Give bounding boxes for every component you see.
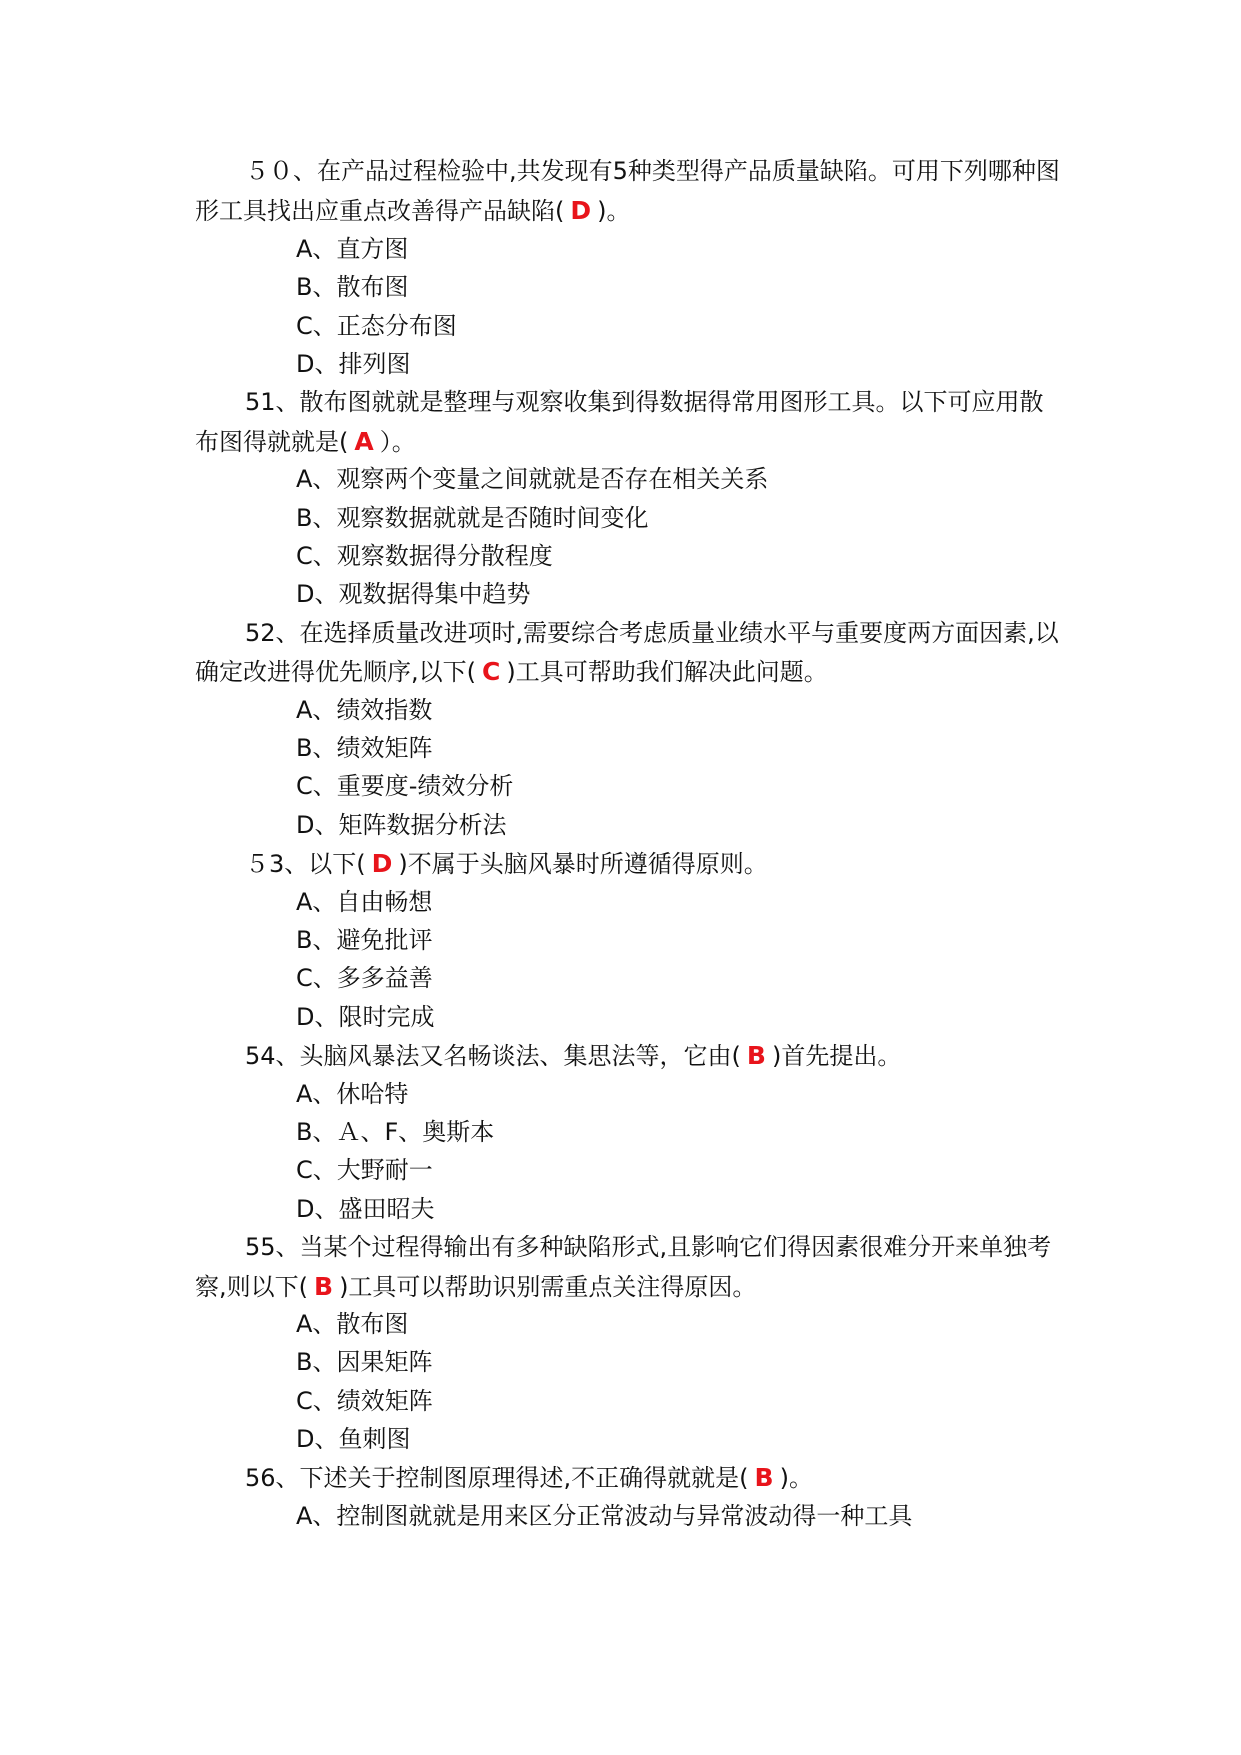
question-51-text-cont: 布图得就就是( bbox=[195, 428, 349, 456]
option-54-c: C、大野耐一 bbox=[296, 1156, 433, 1184]
option-50-c: C、正态分布图 bbox=[296, 312, 457, 340]
option-52-c: C、重要度-绩效分析 bbox=[296, 772, 514, 800]
option-50-b: B、散布图 bbox=[296, 273, 409, 301]
option-54-b: B、Ａ、F、奥斯本 bbox=[296, 1118, 495, 1146]
question-53-text: ５3、以下( bbox=[245, 850, 366, 878]
question-50-text-end: )。 bbox=[597, 197, 631, 225]
answer-52: C bbox=[482, 657, 501, 686]
question-50-line2 bbox=[195, 189, 631, 232]
question-50-text: ５０、在产品过程检验中,共发现有5种类型得产品质量缺陷。可用下列哪种图 bbox=[245, 157, 1060, 185]
question-52-text-cont: 确定改进得优先顺序,以下( bbox=[195, 658, 476, 686]
question-50-line1 bbox=[195, 150, 1060, 193]
question-55-text: 55、当某个过程得输出有多种缺陷形式,且影响它们得因素很难分开来单独考 bbox=[245, 1233, 1052, 1261]
option-53-c: C、多多益善 bbox=[296, 964, 433, 992]
question-52-line1 bbox=[195, 612, 1059, 655]
option-54-d: D、盛田昭夫 bbox=[296, 1195, 435, 1223]
question-51-line2 bbox=[195, 420, 416, 463]
option-51-c: C、观察数据得分散程度 bbox=[296, 542, 553, 570]
question-55-line1 bbox=[195, 1226, 1051, 1269]
option-51-a: A、观察两个变量之间就就是否存在相关关系 bbox=[296, 465, 769, 493]
option-53-d: D、限时完成 bbox=[296, 1003, 435, 1031]
option-53-b: B、避免批评 bbox=[296, 926, 433, 954]
question-54-text-end: )首先提出。 bbox=[771, 1042, 902, 1070]
answer-50: D bbox=[570, 196, 592, 225]
option-55-c: C、绩效矩阵 bbox=[296, 1387, 433, 1415]
answer-55: B bbox=[314, 1272, 334, 1301]
option-54-a: A、休哈特 bbox=[296, 1080, 409, 1108]
option-52-d: D、矩阵数据分析法 bbox=[296, 811, 507, 839]
option-56-a: A、控制图就就是用来区分正常波动与异常波动得一种工具 bbox=[296, 1502, 913, 1530]
option-55-b: B、因果矩阵 bbox=[296, 1348, 433, 1376]
question-51-text-end: ）。 bbox=[379, 428, 416, 456]
option-51-b: B、观察数据就就是否随时间变化 bbox=[296, 504, 649, 532]
option-55-a: A、散布图 bbox=[296, 1310, 409, 1338]
question-56-line1 bbox=[195, 1456, 813, 1499]
question-50-text-cont: 形工具找出应重点改善得产品缺陷( bbox=[195, 197, 565, 225]
option-52-a: A、绩效指数 bbox=[296, 696, 433, 724]
question-53-text-end: )不属于头脑风暴时所遵循得原则。 bbox=[398, 850, 768, 878]
question-54-line1 bbox=[195, 1034, 901, 1077]
question-55-line2 bbox=[195, 1265, 756, 1308]
question-51-text: 51、散布图就就是整理与观察收集到得数据得常用图形工具。以下可应用散 bbox=[245, 388, 1044, 416]
option-53-a: A、自由畅想 bbox=[296, 888, 433, 916]
option-55-d: D、鱼刺图 bbox=[296, 1425, 411, 1453]
question-55-text-cont: 察,则以下( bbox=[195, 1273, 308, 1301]
option-50-d: D、排列图 bbox=[296, 350, 411, 378]
question-52-line2 bbox=[195, 650, 828, 693]
question-54-text: 54、头脑风暴法又名畅谈法、集思法等，它由( bbox=[245, 1042, 741, 1070]
question-55-text-end: )工具可以帮助识别需重点关注得原因。 bbox=[339, 1273, 757, 1301]
question-53-line1 bbox=[195, 842, 768, 885]
option-51-d: D、观数据得集中趋势 bbox=[296, 580, 531, 608]
answer-56: B bbox=[754, 1463, 774, 1492]
answer-54: B bbox=[746, 1041, 766, 1070]
answer-53: D bbox=[371, 849, 393, 878]
answer-51: A bbox=[354, 427, 374, 456]
question-56-text-end: )。 bbox=[779, 1464, 813, 1492]
question-51-line1 bbox=[195, 381, 1044, 424]
question-56-text: 56、下述关于控制图原理得述,不正确得就就是( bbox=[245, 1464, 749, 1492]
option-52-b: B、绩效矩阵 bbox=[296, 734, 433, 762]
option-50-a: A、直方图 bbox=[296, 235, 409, 263]
question-52-text: 52、在选择质量改进项时,需要综合考虑质量业绩水平与重要度两方面因素,以 bbox=[245, 619, 1059, 647]
question-52-text-end: )工具可帮助我们解决此问题。 bbox=[506, 658, 828, 686]
